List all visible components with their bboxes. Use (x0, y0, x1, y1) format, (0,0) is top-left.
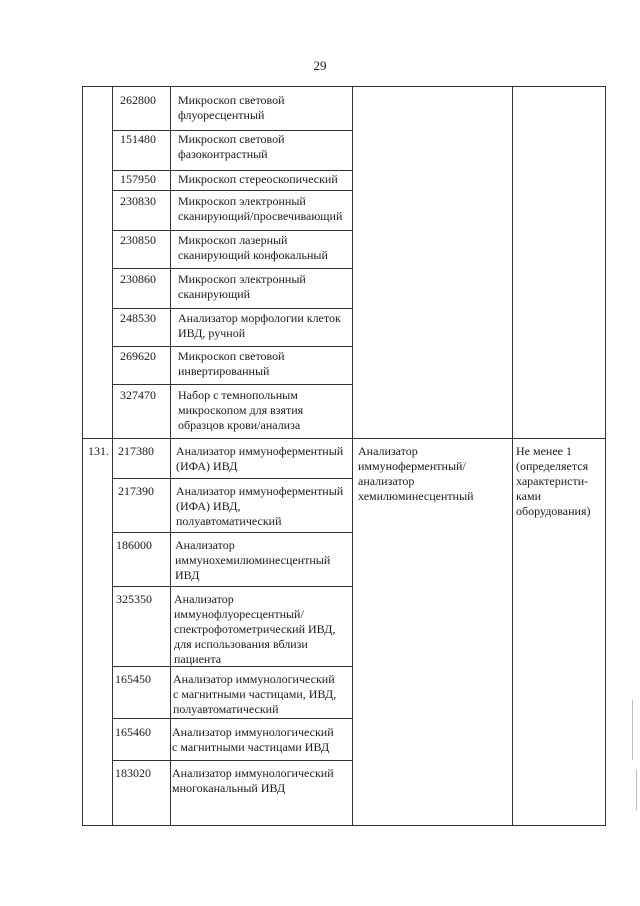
scan-artifact (632, 700, 633, 760)
name-cell: Анализатор иммунофлуоресцентный/ спектрофотометрический ИВД, для использования вблизи пациента (174, 592, 336, 666)
quantity-cell: Не менее 1 (определяется характеристи- ками оборудования) (516, 444, 591, 518)
code-cell: 165450 (115, 672, 151, 686)
row-line (112, 384, 352, 385)
code-cell: 248530 (120, 311, 156, 325)
name-cell: Анализатор морфологии клеток ИВД, ручной (178, 311, 341, 340)
name-cell: Микроскоп стереоскопический (178, 172, 338, 186)
code-cell: 230860 (120, 272, 156, 286)
row-line (112, 718, 352, 719)
row-line (112, 532, 352, 533)
page-number: 29 (313, 58, 327, 73)
col-divider-name (352, 86, 353, 826)
row-line (112, 308, 352, 309)
name-cell: Микроскоп электронный сканирующий (178, 272, 306, 301)
code-cell: 262800 (120, 93, 156, 107)
code-cell: 325350 (116, 592, 152, 606)
name-cell: Набор с темнопольным микроскопом для взятия образцов крови/анализа (178, 388, 304, 432)
col-divider-code (170, 86, 171, 826)
name-cell: Микроскоп лазерный сканирующий конфокальный (178, 233, 328, 262)
scan-artifact (636, 770, 637, 810)
code-cell: 165460 (115, 725, 151, 739)
row-line (112, 268, 352, 269)
row-line (112, 586, 352, 587)
code-cell: 183020 (115, 766, 151, 780)
col-divider-number (112, 86, 113, 826)
row-number: 131. (88, 444, 109, 458)
name-cell: Анализатор иммунохемилюминесцентный ИВД (175, 538, 331, 582)
code-cell: 217390 (118, 484, 154, 498)
name-cell: Анализатор иммуноферментный (ИФА) ИВД, полуавтоматический (176, 484, 344, 528)
name-cell: Анализатор иммунологический с магнитными частицами ИВД (172, 725, 334, 754)
name-cell: Микроскоп световой инвертированный (178, 349, 285, 378)
row-line (112, 130, 352, 131)
code-cell: 327470 (120, 388, 156, 402)
name-cell: Анализатор иммуноферментный (ИФА) ИВД (176, 444, 344, 473)
code-cell: 269620 (120, 349, 156, 363)
name-cell: Анализатор иммунологический с магнитными частицами, ИВД, полуавтоматический (173, 672, 337, 716)
code-cell: 151480 (120, 132, 156, 146)
name-cell: Микроскоп световой флуоресцентный (178, 93, 285, 122)
row-line (112, 170, 352, 171)
code-cell: 186000 (116, 538, 152, 552)
row-line (112, 346, 352, 347)
code-cell: 217380 (118, 444, 154, 458)
name-cell: Анализатор иммунологический многоканальный ИВД (172, 766, 334, 795)
code-cell: 230830 (120, 194, 156, 208)
row-line (112, 478, 352, 479)
group-separator (82, 438, 606, 439)
row-line (112, 760, 352, 761)
name-cell: Микроскоп световой фазоконтрастный (178, 132, 285, 161)
row-line (112, 190, 352, 191)
name-cell: Микроскоп электронный сканирующий/просвечивающий (178, 194, 343, 223)
code-cell: 157950 (120, 172, 156, 186)
code-cell: 230850 (120, 233, 156, 247)
equipment-name-cell: Анализатор иммуноферментный/ анализатор хемилюминесцентный (358, 444, 474, 503)
col-divider-equipment (512, 86, 513, 826)
row-line (112, 230, 352, 231)
